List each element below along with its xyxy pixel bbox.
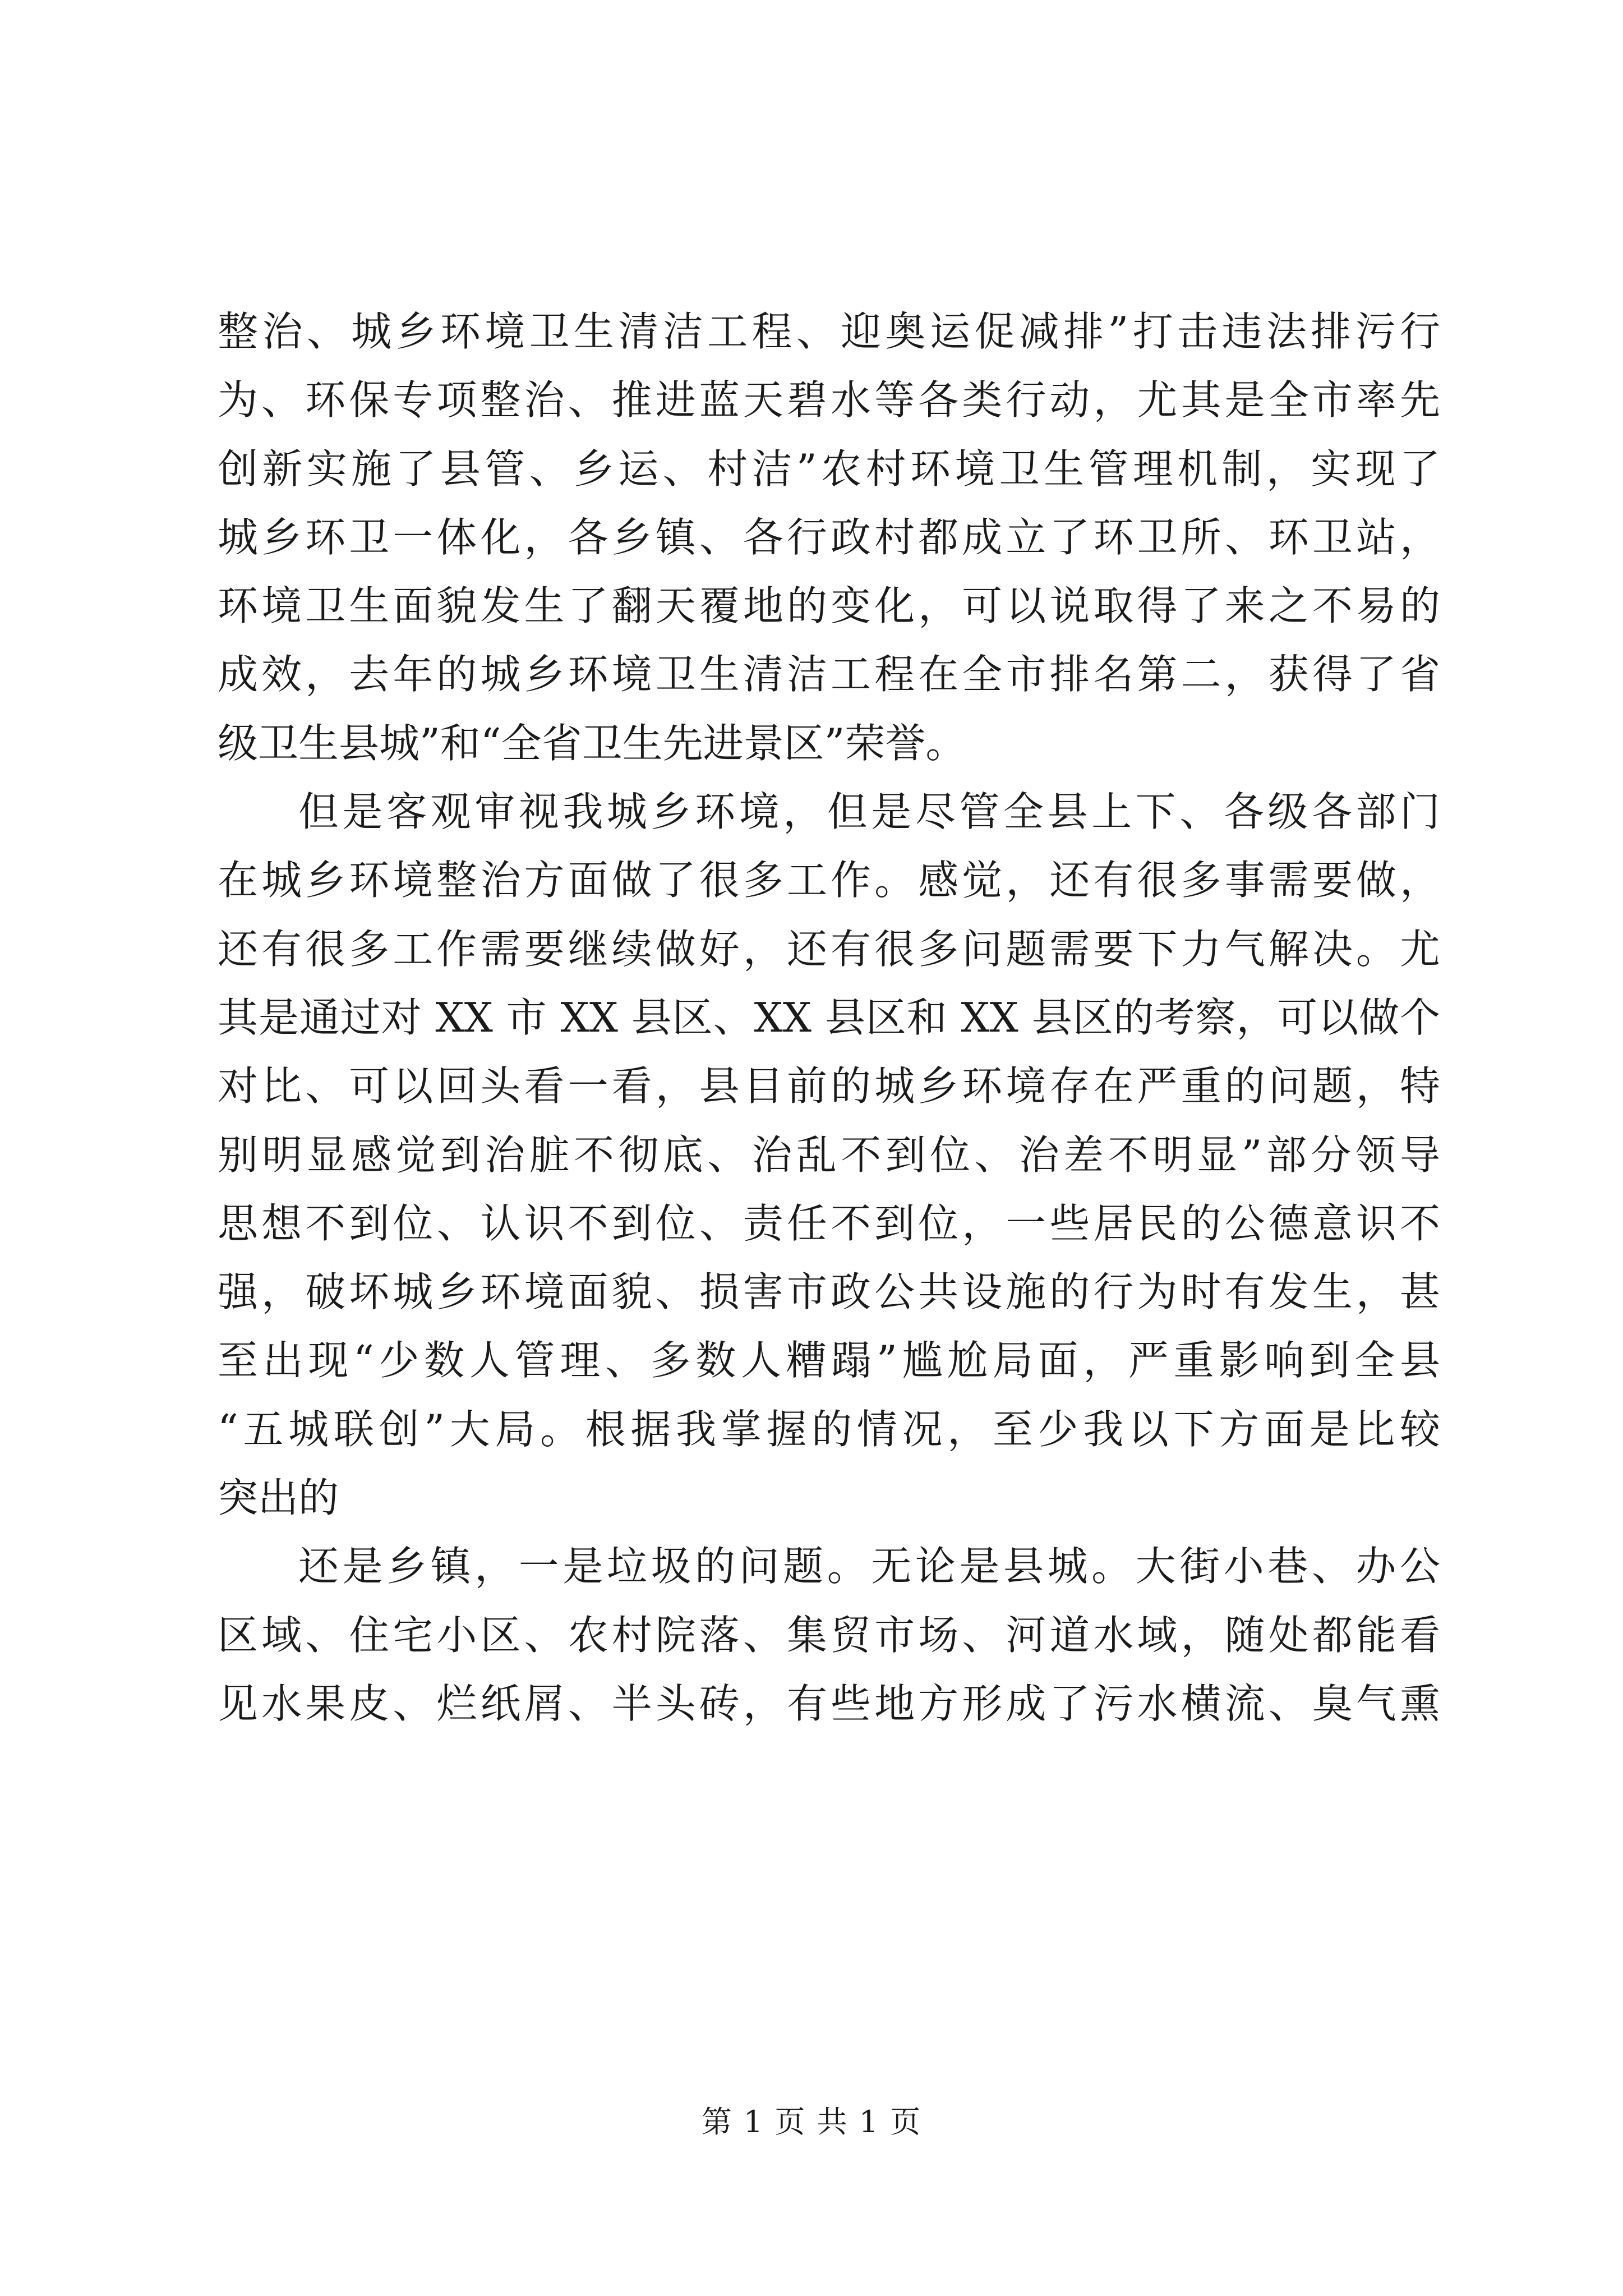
text-line: 思想不到位、认识不到位、责任不到位，一些居民的公德意识不 <box>218 1199 1440 1247</box>
paragraph-2 <box>218 777 1440 1532</box>
text-line: 为、环保专项整治、推进蓝天碧水等各类行动，尤其是全市率先 <box>218 376 1440 424</box>
text-line: 至出现“少数人管理、多数人糟蹋”尴尬局面，严重影响到全县 <box>218 1337 1440 1384</box>
text-line: 突出的 <box>218 1474 339 1522</box>
text-line: 但是客观审视我城乡环境，但是尽管全县上下、各级各部门 <box>298 788 1440 836</box>
text-line: 整治、城乡环境卫生清洁工程、迎奥运促减排”打击违法排污行 <box>218 308 1440 355</box>
text-line: 还有很多工作需要继续做好，还有很多问题需要下力气解决。尤 <box>218 925 1440 973</box>
document-body <box>218 297 1440 1738</box>
page-footer <box>0 2098 1623 2141</box>
paragraph-3 <box>218 1532 1440 1738</box>
text-line: 对比、可以回头看一看，县目前的城乡环境存在严重的问题，特 <box>218 1062 1440 1110</box>
text-line: 强，破坏城乡环境面貌、损害市政公共设施的行为时有发生，甚 <box>218 1268 1440 1316</box>
text-line: 级卫生县城”和“全省卫生先进景区”荣誉。 <box>218 719 966 767</box>
text-line: 见水果皮、烂纸屑、半头砖，有些地方形成了污水横流、臭气熏 <box>218 1680 1440 1727</box>
text-line: 成效，去年的城乡环境卫生清洁工程在全市排名第二，获得了省 <box>218 651 1440 698</box>
text-line: 区域、住宅小区、农村院落、集贸市场、河道水域，随处都能看 <box>218 1611 1440 1659</box>
text-line: 城乡环卫一体化，各乡镇、各行政村都成立了环卫所、环卫站， <box>218 513 1440 561</box>
text-line: 在城乡环境整治方面做了很多工作。感觉，还有很多事需要做， <box>218 857 1440 904</box>
text-line: “五城联创”大局。根据我掌握的情况，至少我以下方面是比较 <box>218 1405 1440 1453</box>
paragraph-1 <box>218 297 1440 777</box>
text-line: 环境卫生面貌发生了翻天覆地的变化，可以说取得了来之不易的 <box>218 582 1440 630</box>
text-line: 其是通过对 XX 市 XX 县区、XX 县区和 XX 县区的考察，可以做个 <box>218 993 1440 1041</box>
text-line: 别明显感觉到治脏不彻底、治乱不到位、治差不明显”部分领导 <box>218 1131 1440 1179</box>
text-line: 创新实施了县管、乡运、村洁”农村环境卫生管理机制，实现了 <box>218 445 1440 493</box>
page-number-label: 第 1 页 共 1 页 <box>701 2104 922 2139</box>
text-line: 还是乡镇，一是垃圾的问题。无论是县城。大街小巷、办公 <box>298 1543 1440 1590</box>
